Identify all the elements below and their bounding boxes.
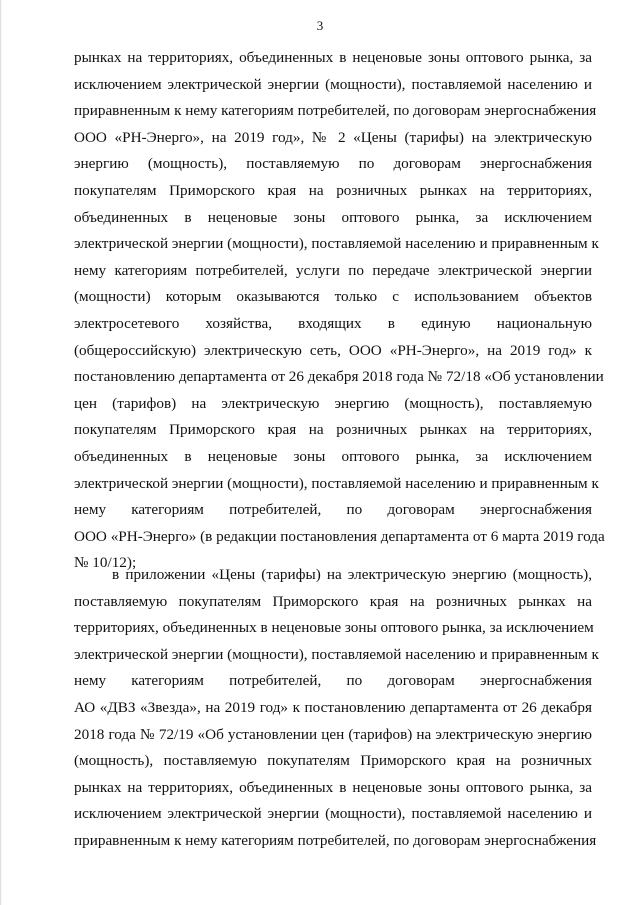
- text-line: нему категориям потребителей, по договорам энергоснабжения: [74, 501, 592, 519]
- page-number: 3: [316, 18, 324, 33]
- text-line: покупателям Приморского края на розничных рынках на территориях,: [74, 421, 592, 439]
- paragraph-1: [74, 45, 605, 577]
- text-line: № 10/12);: [74, 554, 137, 572]
- text-line: в приложении «Цены (тарифы) на электрическую энергию (мощность),: [112, 566, 592, 583]
- text-line: приравненным к нему категориям потребителей, по договорам энергоснабжения: [74, 102, 597, 120]
- text-line: приравненным к нему категориям потребителей, по договорам энергоснабжения: [74, 831, 597, 849]
- page-edge: [0, 0, 2, 905]
- text-line: (мощности) которым оказываются только с использованием объектов: [74, 288, 592, 306]
- text-line: рынках на территориях, объединенных в неценовые зоны оптового рынка, за: [74, 778, 592, 796]
- text-line: электрической энергии (мощности), поставляемой населению и приравненным к: [74, 474, 599, 492]
- paragraph-2: [74, 562, 599, 855]
- text-line: АО «ДВЗ «Звезда», на 2019 год» к постановлению департамента от 26 декабря: [74, 698, 592, 716]
- text-line: исключением электрической энергии (мощности), поставляемой населению и: [74, 75, 592, 93]
- text-line: рынках на территориях, объединенных в неценовые зоны оптового рынка, за: [74, 49, 592, 66]
- text-line: объединенных в неценовые зоны оптового рынка, за исключением: [74, 208, 592, 226]
- text-line: исключением электрической энергии (мощности), поставляемой населению и: [74, 805, 592, 823]
- text-line: электрической энергии (мощности), поставляемой населению и приравненным к: [74, 645, 599, 663]
- text-line: энергию (мощность), поставляемую по договорам энергоснабжения: [74, 155, 592, 173]
- text-line: нему категориям потребителей, по договорам энергоснабжения: [74, 672, 592, 690]
- text-line: территориях, объединенных в неценовые зоны оптового рынка, за исключением: [74, 619, 594, 637]
- text-line: объединенных в неценовые зоны оптового рынка, за исключением: [74, 447, 592, 465]
- text-line: ООО «РН-Энерго» (в редакции постановления департамента от 6 марта 2019 года: [74, 527, 605, 545]
- text-line: (общероссийскую) электрическую сеть, ООО «РН-Энерго», на 2019 год» к: [74, 341, 592, 359]
- text-line: постановлению департамента от 26 декабря 2018 года № 72/18 «Об установлении: [74, 368, 604, 386]
- text-line: (мощность), поставляемую покупателям Приморского края на розничных: [74, 752, 592, 770]
- text-line: нему категориям потребителей, услуги по передаче электрической энергии: [74, 261, 592, 279]
- text-line: электрической энергии (мощности), поставляемой населению и приравненным к: [74, 235, 599, 253]
- text-line: покупателям Приморского края на розничных рынках на территориях,: [74, 181, 592, 199]
- text-line: цен (тарифов) на электрическую энергию (мощность), поставляемую: [74, 394, 592, 412]
- text-line: электросетевого хозяйства, входящих в единую национальную: [74, 314, 592, 332]
- text-line: поставляемую покупателям Приморского края на розничных рынках на: [74, 592, 592, 610]
- text-line: 2018 года № 72/19 «Об установлении цен (тарифов) на электрическую энергию: [74, 725, 592, 743]
- text-line: ООО «РН-Энерго», на 2019 год», № 2 «Цены (тарифы) на электрическую: [74, 128, 592, 146]
